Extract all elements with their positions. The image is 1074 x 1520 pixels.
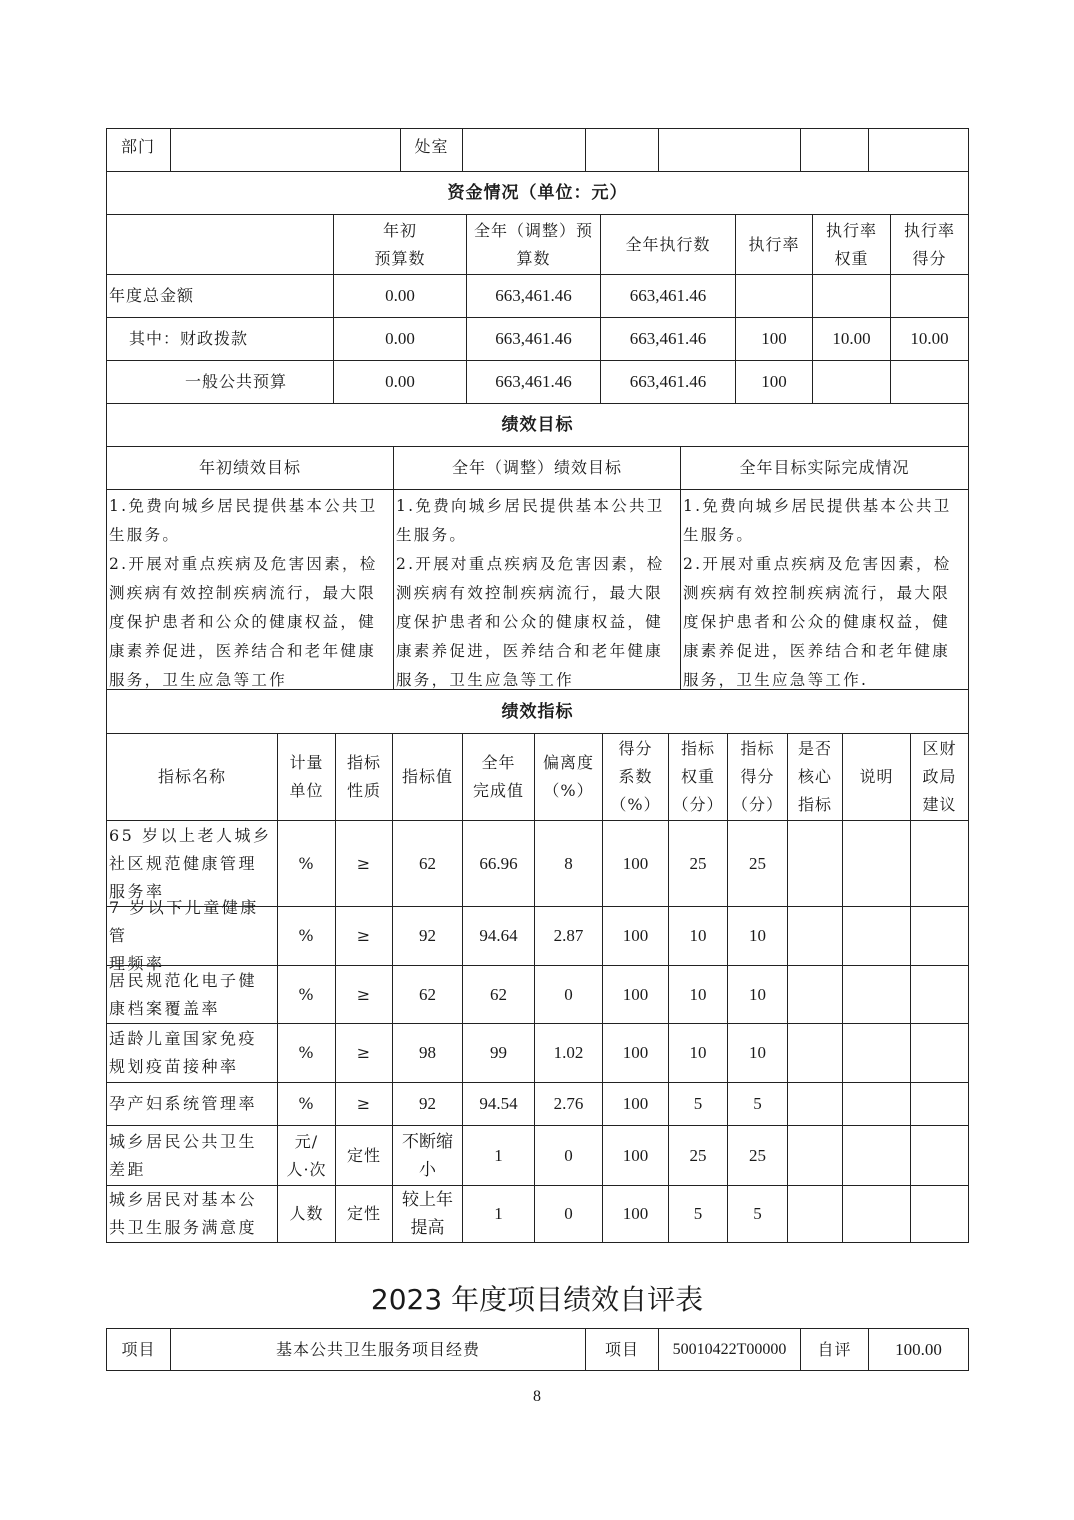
goals-text — [106, 489, 394, 690]
indicator-column-header-text — [347, 749, 381, 805]
indicator-weight: 10 — [668, 906, 728, 966]
funding-executed-value: 663,461.46 — [600, 360, 736, 404]
self-eval-label: 自评 — [800, 1328, 869, 1371]
indicator-target — [392, 1082, 463, 1126]
indicator-target — [392, 1125, 463, 1186]
indicator-column-header-text — [610, 735, 660, 819]
text-line: 1.免费向城乡居民提供基本公共卫 — [683, 497, 952, 515]
text-line: 单位 — [289, 781, 324, 800]
funding-column-header-text — [748, 231, 799, 259]
text-line: 康素养促进，医养结合和老年健康 — [396, 642, 664, 660]
funding-column-header — [890, 214, 969, 275]
goals-paragraph — [109, 492, 378, 695]
text-line: 1.免费向城乡居民提供基本公共卫 — [109, 497, 378, 515]
text-line: 人·次 — [286, 1159, 327, 1179]
text-line: 康素养促进，医养结合和老年健康 — [109, 642, 377, 660]
indicator-actual: 1 — [462, 1125, 535, 1186]
indicator-weight: 25 — [668, 1125, 728, 1186]
text-line: 服务，卫生应急等工作. — [683, 671, 869, 689]
indicator-unit — [277, 820, 336, 907]
funding-rate-value: 100 — [735, 317, 813, 361]
text-line: 元/ — [294, 1131, 319, 1151]
indicator-note — [842, 1082, 911, 1126]
text-line: 建议 — [922, 795, 957, 814]
indicator-score: 25 — [727, 1125, 788, 1186]
indicator-score: 10 — [727, 906, 788, 966]
office-value — [462, 128, 586, 172]
text-line: % — [298, 984, 315, 1004]
indicator-nature-text — [357, 981, 371, 1009]
text-line: % — [298, 1043, 315, 1062]
indicator-deviation: 8 — [534, 820, 603, 907]
text-line: 小 — [419, 1159, 436, 1179]
indicator-target-text — [419, 981, 436, 1009]
indicator-coef: 100 — [602, 965, 669, 1024]
indicator-actual: 66.96 — [462, 820, 535, 907]
indicator-coef: 100 — [602, 1125, 669, 1186]
blank-cell — [658, 128, 801, 172]
indicator-column-header-text — [473, 749, 524, 805]
indicator-deviation: 0 — [534, 1125, 603, 1186]
text-line: 得分 — [740, 767, 775, 786]
indicator-nature-text — [357, 1039, 371, 1067]
blank-cell — [585, 128, 659, 172]
goals-column-header: 年初绩效目标 — [106, 446, 394, 490]
indicator-advice — [910, 906, 969, 966]
text-line: 1.免费向城乡居民提供基本公共卫 — [396, 497, 665, 515]
text-line: 算数 — [516, 248, 551, 268]
indicator-unit-text — [286, 1128, 326, 1184]
funding-score-value — [890, 360, 969, 404]
text-line: 城乡居民对基本公 — [109, 1190, 258, 1209]
indicator-note — [842, 965, 911, 1024]
text-line: 较上年 — [402, 1190, 453, 1209]
indicator-core — [787, 1185, 843, 1243]
text-line: 测疾病有效控制疾病流行，最大限 — [396, 584, 664, 602]
indicator-column-header — [106, 733, 278, 821]
indicator-column-header-text — [158, 763, 226, 791]
indicator-nature-text — [357, 1090, 371, 1118]
indicator-name — [106, 898, 278, 973]
indicator-note — [842, 1185, 911, 1243]
text-line: 适龄儿童国家免疫 — [109, 1029, 258, 1048]
indicator-deviation: 0 — [534, 965, 603, 1024]
indicator-actual: 62 — [462, 965, 535, 1024]
indicator-column-header-text — [672, 735, 723, 819]
blank-cell — [868, 128, 969, 172]
table-title: 2023 年度项目绩效自评表 — [370, 1283, 704, 1316]
indicator-unit — [277, 906, 336, 966]
indicator-nature-text — [357, 850, 371, 878]
text-line: 说明 — [859, 767, 894, 786]
text-line: % — [298, 1094, 315, 1113]
indicator-coef: 100 — [602, 906, 669, 966]
goals-column-header: 全年（调整）绩效目标 — [393, 446, 681, 490]
indicator-note — [842, 1125, 911, 1186]
funding-initial-value: 0.00 — [333, 360, 467, 404]
funding-column-header — [812, 214, 891, 275]
text-line: 指标 — [680, 739, 715, 758]
text-line: 不断缩 — [402, 1131, 453, 1151]
indicator-column-header-text — [732, 735, 783, 819]
indicator-column-header-text — [543, 749, 594, 805]
text-line: 指标名称 — [157, 767, 226, 786]
indicator-core — [787, 1023, 843, 1083]
indicator-actual: 1 — [462, 1185, 535, 1243]
funding-score-value — [890, 274, 969, 318]
indicator-column-header-text — [402, 763, 453, 791]
funding-rate-value — [735, 274, 813, 318]
funding-column-header — [466, 214, 601, 275]
text-line: 城乡居民公共卫生 — [109, 1131, 258, 1151]
indicator-name-text — [109, 1128, 257, 1184]
project-label: 项目 — [106, 1328, 171, 1371]
goals-section-title: 绩效目标 — [106, 403, 969, 447]
indicator-target — [392, 965, 463, 1024]
funding-executed-value: 663,461.46 — [600, 317, 736, 361]
indicator-score: 5 — [727, 1082, 788, 1126]
indicator-unit — [277, 1023, 336, 1083]
text-line: 计量 — [289, 753, 324, 772]
text-line: 度保护患者和公众的健康权益，健 — [109, 613, 377, 631]
text-line: （分） — [672, 795, 724, 814]
indicator-name-text — [109, 822, 271, 906]
indicators-section-title: 绩效指标 — [106, 689, 969, 734]
indicator-column-header — [335, 733, 393, 821]
indicator-target-text — [419, 922, 436, 950]
text-line: 康素养促进，医养结合和老年健康 — [683, 642, 951, 660]
text-line: 康档案覆盖率 — [109, 998, 221, 1018]
indicator-weight: 5 — [668, 1185, 728, 1243]
text-line: ≥ — [356, 984, 372, 1004]
indicator-score: 5 — [727, 1185, 788, 1243]
funding-column-header-text — [826, 217, 877, 273]
text-line: 核心 — [797, 767, 832, 786]
funding-column-header-text — [474, 217, 593, 273]
indicator-note — [842, 906, 911, 966]
indicator-advice — [910, 965, 969, 1024]
text-line: 社区规范健康管理 — [109, 853, 258, 873]
indicator-unit — [277, 965, 336, 1024]
text-line: 孕产妇系统管理率 — [109, 1094, 258, 1113]
text-line: 执行率 — [903, 220, 955, 240]
text-line: 服务，卫生应急等工作 — [109, 671, 288, 689]
text-line: ≥ — [356, 926, 372, 945]
funding-column-header-text — [904, 217, 955, 273]
indicator-advice — [910, 820, 969, 907]
funding-initial-value: 0.00 — [333, 317, 467, 361]
indicator-column-header — [668, 733, 728, 821]
funding-row-label: 一般公共预算 — [106, 360, 334, 404]
indicator-weight: 5 — [668, 1082, 728, 1126]
indicator-nature — [335, 1185, 393, 1243]
text-line: % — [298, 926, 315, 945]
funding-adjusted-value: 663,461.46 — [466, 360, 601, 404]
goals-column-header: 全年目标实际完成情况 — [680, 446, 969, 490]
text-line: 居民规范化电子健 — [109, 970, 258, 990]
text-line: 92 — [419, 926, 436, 945]
indicator-coef: 100 — [602, 1082, 669, 1126]
text-line: 全年 — [481, 753, 516, 772]
indicator-column-header-text — [859, 763, 893, 791]
self-eval-score: 100.00 — [868, 1328, 969, 1371]
indicator-deviation: 0 — [534, 1185, 603, 1243]
funding-weight-value — [812, 360, 891, 404]
project-code-label: 项目 — [585, 1328, 659, 1371]
text-line: 指标值 — [401, 767, 453, 786]
funding-adjusted-value: 663,461.46 — [466, 317, 601, 361]
text-line: （分） — [731, 795, 783, 814]
indicator-nature — [335, 1023, 393, 1083]
text-line: 度保护患者和公众的健康权益，健 — [396, 613, 664, 631]
text-line: 全年执行数 — [625, 234, 711, 254]
funding-row-label: 年度总金额 — [106, 274, 334, 318]
text-line: 差距 — [109, 1159, 147, 1179]
text-line: 生服务。 — [396, 526, 468, 544]
text-line: 2.开展对重点疾病及危害因素，检 — [396, 555, 665, 573]
indicator-column-header — [602, 733, 669, 821]
text-line: （%） — [543, 781, 594, 800]
text-line: 权重 — [680, 767, 715, 786]
funding-row-label: 其中：财政拨款 — [106, 317, 334, 361]
text-line: 提高 — [410, 1218, 445, 1237]
indicator-advice — [910, 1023, 969, 1083]
indicator-coef: 100 — [602, 820, 669, 907]
text-line: 得分 — [618, 739, 653, 758]
indicator-nature-text — [357, 922, 371, 950]
text-line: 65 岁以上老人城乡 — [109, 825, 272, 845]
indicator-score: 25 — [727, 820, 788, 907]
goals-text — [393, 489, 681, 690]
text-line: 偏离度 — [542, 753, 594, 772]
text-line: 7 岁以下儿童健康管 — [109, 898, 259, 945]
indicator-core — [787, 820, 843, 907]
text-line: 指标 — [346, 753, 381, 772]
indicator-column-header — [910, 733, 969, 821]
indicator-unit — [277, 1125, 336, 1186]
funding-score-value: 10.00 — [890, 317, 969, 361]
indicator-nature — [335, 820, 393, 907]
indicator-coef: 100 — [602, 1185, 669, 1243]
indicator-nature — [335, 1125, 393, 1186]
text-line: 人数 — [289, 1204, 324, 1223]
indicator-column-header — [462, 733, 535, 821]
indicator-unit-text — [298, 1090, 314, 1118]
indicator-unit-text — [289, 1200, 323, 1228]
indicator-column-header — [392, 733, 463, 821]
funding-adjusted-value: 663,461.46 — [466, 274, 601, 318]
indicator-deviation: 2.87 — [534, 906, 603, 966]
text-line: 年初 — [382, 220, 417, 240]
funding-column-header — [333, 214, 467, 275]
indicator-column-header-text — [289, 749, 323, 805]
indicator-column-header — [787, 733, 843, 821]
text-line: 98 — [419, 1043, 436, 1062]
funding-initial-value: 0.00 — [333, 274, 467, 318]
indicator-column-header — [534, 733, 603, 821]
funding-section-title: 资金情况（单位：元） — [106, 171, 969, 215]
indicator-advice — [910, 1082, 969, 1126]
text-line: ≥ — [356, 1043, 372, 1062]
text-line: 理频率 — [109, 954, 165, 973]
text-line: 共卫生服务满意度 — [109, 1218, 258, 1237]
text-line: 权重 — [834, 248, 869, 268]
page-number: 8 — [533, 1388, 541, 1405]
text-line: % — [298, 853, 315, 873]
indicator-target-text — [419, 1039, 436, 1067]
indicator-unit-text — [298, 922, 314, 950]
text-line: 得分 — [912, 248, 947, 268]
text-line: 完成值 — [472, 781, 524, 800]
indicator-name — [106, 1125, 278, 1186]
indicator-actual: 94.54 — [462, 1082, 535, 1126]
indicator-unit-text — [298, 981, 314, 1009]
funding-weight-value — [812, 274, 891, 318]
text-line: 全年（调整）预 — [473, 220, 593, 240]
indicator-note — [842, 820, 911, 907]
indicator-target — [392, 820, 463, 907]
text-line: 是否 — [797, 739, 832, 758]
indicator-core — [787, 1125, 843, 1186]
text-line: 62 — [419, 853, 436, 873]
text-line: 性质 — [346, 781, 381, 800]
text-line: 62 — [419, 984, 436, 1004]
indicator-advice — [910, 1125, 969, 1186]
text-line: 2.开展对重点疾病及危害因素，检 — [109, 555, 378, 573]
indicator-unit — [277, 1185, 336, 1243]
indicator-nature-text — [347, 1142, 381, 1170]
funding-column-header — [600, 214, 736, 275]
indicator-name — [106, 965, 278, 1024]
indicator-column-header — [842, 733, 911, 821]
indicator-column-header — [727, 733, 788, 821]
text-line: 2.开展对重点疾病及危害因素，检 — [683, 555, 952, 573]
indicator-deviation: 2.76 — [534, 1082, 603, 1126]
funding-header-blank — [106, 214, 334, 275]
indicator-column-header-text — [798, 735, 832, 819]
indicator-name-text — [109, 967, 257, 1023]
indicator-core — [787, 1082, 843, 1126]
text-line: 定性 — [346, 1204, 381, 1223]
goals-paragraph — [683, 492, 952, 695]
text-line: 指标 — [740, 739, 775, 758]
goals-paragraph — [396, 492, 665, 695]
text-line: ≥ — [356, 853, 372, 873]
indicator-target-text — [419, 1090, 436, 1118]
funding-column-header-text — [374, 217, 425, 273]
indicator-score: 10 — [727, 965, 788, 1024]
project-code: 50010422T00000 — [658, 1328, 801, 1371]
indicator-name-text — [109, 1186, 257, 1242]
text-line: 预算数 — [374, 248, 426, 268]
text-line: 生服务。 — [683, 526, 755, 544]
indicator-nature-text — [347, 1200, 381, 1228]
funding-rate-value: 100 — [735, 360, 813, 404]
funding-weight-value: 10.00 — [812, 317, 891, 361]
dept-value — [170, 128, 401, 172]
indicator-nature — [335, 906, 393, 966]
indicator-target-text — [402, 1186, 453, 1242]
indicator-name — [106, 1082, 278, 1126]
text-line: 执行率 — [825, 220, 877, 240]
indicator-target-text — [419, 850, 436, 878]
indicator-weight: 25 — [668, 820, 728, 907]
text-line: ≥ — [356, 1094, 372, 1113]
indicator-actual: 94.64 — [462, 906, 535, 966]
project-name: 基本公共卫生服务项目经费 — [170, 1328, 586, 1371]
indicator-column-header-text — [922, 735, 956, 819]
text-line: 定性 — [346, 1145, 381, 1165]
funding-executed-value: 663,461.46 — [600, 274, 736, 318]
goals-text — [680, 489, 969, 690]
text-line: 规划疫苗接种率 — [109, 1057, 239, 1076]
indicator-name-text — [109, 1025, 257, 1081]
indicator-coef: 100 — [602, 1023, 669, 1083]
blank-cell — [800, 128, 869, 172]
indicator-target — [392, 1185, 463, 1243]
indicator-nature — [335, 1082, 393, 1126]
indicator-core — [787, 906, 843, 966]
indicator-core — [787, 965, 843, 1024]
text-line: 系数 — [618, 767, 653, 786]
indicator-nature — [335, 965, 393, 1024]
indicator-weight: 10 — [668, 965, 728, 1024]
text-line: 指标 — [797, 795, 832, 814]
indicator-unit-text — [298, 1039, 314, 1067]
office-label: 处室 — [400, 128, 463, 172]
text-line: 生服务。 — [109, 526, 181, 544]
indicator-advice — [910, 1185, 969, 1243]
text-line: 92 — [419, 1094, 436, 1113]
dept-label: 部门 — [106, 128, 171, 172]
indicator-target-text — [402, 1128, 453, 1184]
text-line: 测疾病有效控制疾病流行，最大限 — [683, 584, 951, 602]
indicator-note — [842, 1023, 911, 1083]
indicator-deviation: 1.02 — [534, 1023, 603, 1083]
funding-column-header — [735, 214, 813, 275]
indicator-score: 10 — [727, 1023, 788, 1083]
text-line: 服务率 — [109, 881, 165, 901]
text-line: （%） — [610, 795, 661, 814]
text-line: 度保护患者和公众的健康权益，健 — [683, 613, 951, 631]
text-line: 执行率 — [748, 234, 800, 254]
indicator-name — [106, 1023, 278, 1083]
indicator-unit — [277, 1082, 336, 1126]
indicator-name-text — [109, 1090, 257, 1118]
text-line: 测疾病有效控制疾病流行，最大限 — [109, 584, 377, 602]
funding-column-header-text — [625, 231, 710, 259]
text-line: 政局 — [922, 767, 957, 786]
indicator-target — [392, 1023, 463, 1083]
indicator-actual: 99 — [462, 1023, 535, 1083]
text-line: 区财 — [922, 739, 957, 758]
indicator-column-header — [277, 733, 336, 821]
indicator-unit-text — [298, 850, 314, 878]
indicator-weight: 10 — [668, 1023, 728, 1083]
indicator-target — [392, 906, 463, 966]
indicator-name — [106, 1185, 278, 1243]
text-line: 服务，卫生应急等工作 — [396, 671, 575, 689]
